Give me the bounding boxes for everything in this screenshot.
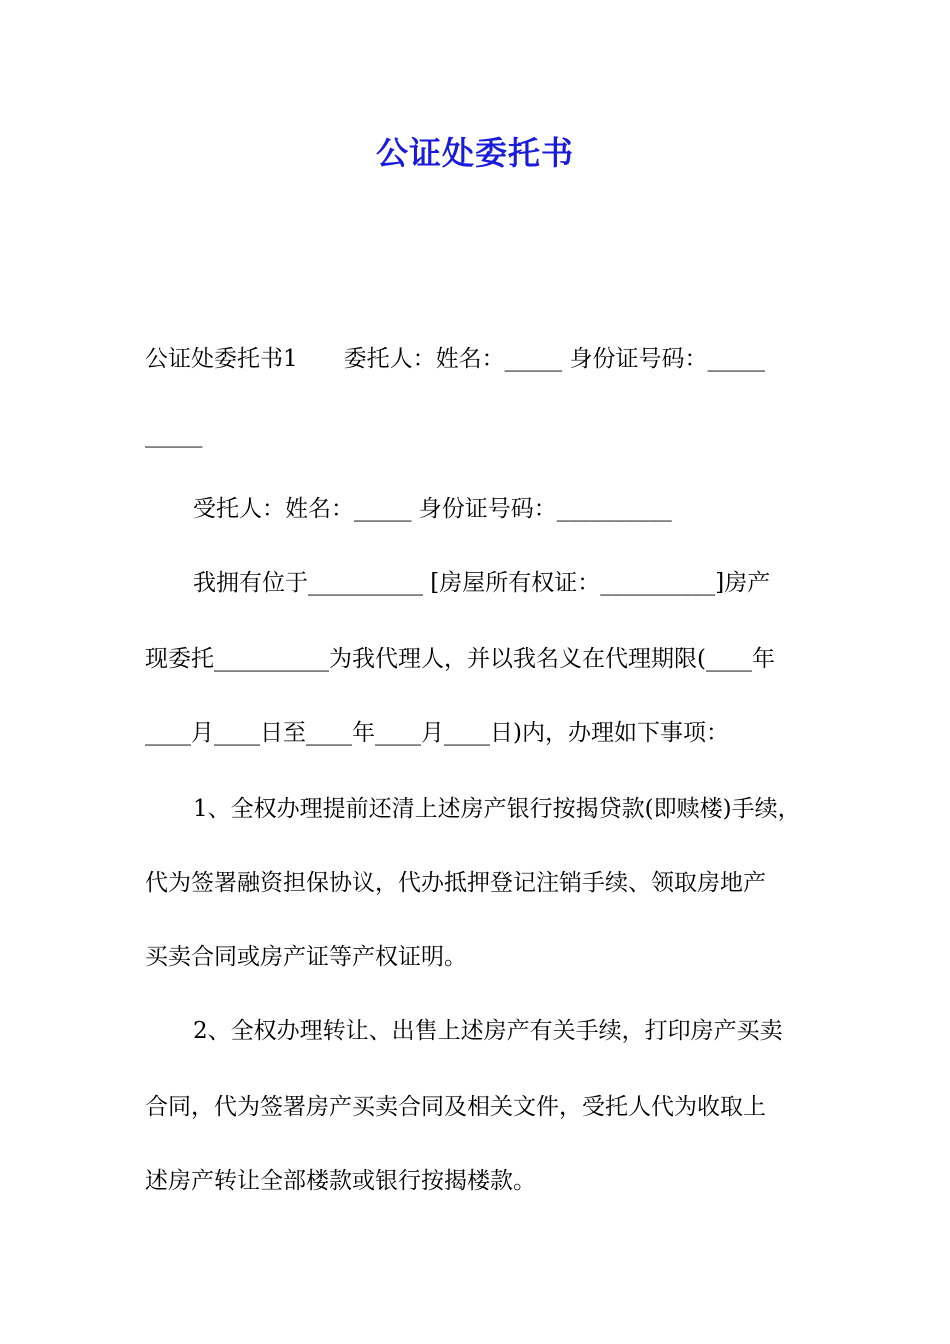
text-line-11: 合同，代为签署房产买卖合同及相关文件，受托人代为收取上 xyxy=(145,1094,766,1120)
text-line-1: 公证处委托书1 委托人：姓名：_____ 身份证号码：_____ xyxy=(145,346,765,372)
text-line-5: 现委托__________为我代理人，并以我名义在代理期限(____年 xyxy=(145,646,775,672)
text-line-3: 受托人：姓名：_____ 身份证号码：__________ xyxy=(193,496,672,522)
text-line-12: 述房产转让全部楼款或银行按揭楼款。 xyxy=(145,1168,536,1194)
document-title: 公证处委托书 xyxy=(375,134,574,172)
text-line-4: 我拥有位于__________ [房屋所有权证：__________]房产 xyxy=(193,570,771,596)
text-line-10: 2、全权办理转让、出售上述房产有关手续，打印房产买卖 xyxy=(193,1018,783,1044)
text-line-7: 1、全权办理提前还清上述房产银行按揭贷款(即赎楼)手续， xyxy=(193,796,801,822)
text-line-6: ____月____日至____年____月____日)内，办理如下事项： xyxy=(145,720,729,746)
text-line-2: _____ xyxy=(145,422,203,448)
text-line-9: 买卖合同或房产证等产权证明。 xyxy=(145,944,467,970)
text-line-8: 代为签署融资担保协议，代办抵押登记注销手续、领取房地产 xyxy=(145,870,766,896)
